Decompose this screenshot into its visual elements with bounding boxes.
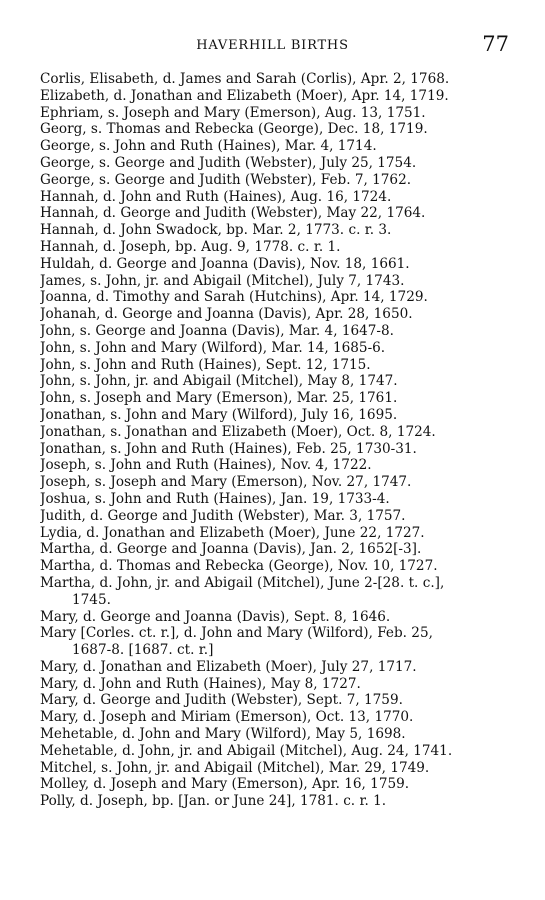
birth-record-entry [40, 424, 520, 441]
entry-text: Polly, d. Joseph, bp. [Jan. or June 24], 1781. c. r. 1. [40, 793, 387, 810]
page-number: 77 [482, 32, 509, 56]
birth-record-entry [40, 155, 520, 172]
birth-record-entry [40, 508, 520, 525]
birth-record-entry [40, 289, 520, 306]
birth-record-entry [40, 709, 520, 726]
birth-record-entry [40, 726, 520, 743]
entry-text: Johanah, d. George and Joanna (Davis), Apr. 28, 1650. [40, 306, 413, 323]
entry-text: Joseph, s. John and Ruth (Haines), Nov. 4, 1722. [40, 457, 372, 474]
entry-text: Mehetable, d. John, jr. and Abigail (Mitchel), Aug. 24, 1741. [40, 742, 453, 759]
birth-record-entry [40, 474, 520, 491]
entry-text: Huldah, d. George and Joanna (Davis), Nov. 18, 1661. [40, 255, 410, 272]
birth-record-entry [40, 88, 520, 105]
birth-record-entry [40, 625, 520, 659]
entry-text: George, s. George and Judith (Webster), July 25, 1754. [40, 154, 417, 171]
running-title: HAVERHILL BIRTHS [196, 38, 349, 53]
birth-record-entry [40, 323, 520, 340]
birth-record-entry [40, 776, 520, 793]
birth-record-entry [40, 692, 520, 709]
entry-text: Molley, d. Joseph and Mary (Emerson), Apr. 16, 1759. [40, 776, 410, 793]
entry-text: Mary, d. George and Judith (Webster), Sept. 7, 1759. [40, 692, 403, 709]
birth-record-entry [40, 491, 520, 508]
birth-record-entry [40, 357, 520, 374]
birth-record-entry [40, 558, 520, 575]
birth-record-entry [40, 105, 520, 122]
entry-text: John, s. Joseph and Mary (Emerson), Mar. 25, 1761. [40, 390, 398, 407]
birth-record-entry [40, 659, 520, 676]
birth-record-entry [40, 541, 520, 558]
birth-record-entry [40, 71, 520, 88]
entry-text: Jonathan, s. John and Ruth (Haines), Feb. 25, 1730-31. [40, 440, 417, 457]
entry-text: John, s. John, jr. and Abigail (Mitchel), May 8, 1747. [40, 373, 398, 390]
entry-text: Corlis, Elisabeth, d. James and Sarah (Corlis), Apr. 2, 1768. [40, 71, 450, 87]
entry-text: Martha, d. Thomas and Rebecka (George), Nov. 10, 1727. [40, 558, 438, 575]
birth-record-entry [40, 138, 520, 155]
entry-text: Joanna, d. Timothy and Sarah (Hutchins), Apr. 14, 1729. [40, 289, 428, 306]
birth-record-list [40, 71, 520, 810]
entry-text: Mary, d. Joseph and Miriam (Emerson), Oct. 13, 1770. [40, 709, 414, 726]
birth-record-entry [40, 373, 520, 390]
birth-record-entry [40, 239, 520, 256]
entry-text: Lydia, d. Jonathan and Elizabeth (Moer), June 22, 1727. [40, 524, 425, 541]
entry-text: Mary, d. John and Ruth (Haines), May 8, 1727. [40, 675, 361, 692]
birth-record-entry [40, 760, 520, 777]
entry-text: Martha, d. George and Joanna (Davis), Jan. 2, 1652[-3]. [40, 541, 422, 558]
birth-record-entry [40, 306, 520, 323]
birth-record-entry [40, 189, 520, 206]
birth-record-entry [40, 676, 520, 693]
birth-record-entry [40, 273, 520, 290]
birth-record-entry [40, 222, 520, 239]
entry-text: James, s. John, jr. and Abigail (Mitchel), July 7, 1743. [40, 272, 405, 289]
entry-text: Mitchel, s. John, jr. and Abigail (Mitchel), Mar. 29, 1749. [40, 759, 430, 776]
entry-text: Mehetable, d. John and Mary (Wilford), May 5, 1698. [40, 726, 406, 743]
entry-text: Judith, d. George and Judith (Webster), Mar. 3, 1757. [40, 507, 406, 524]
birth-record-entry [40, 407, 520, 424]
entry-text: Hannah, d. George and Judith (Webster), May 22, 1764. [40, 205, 426, 222]
entry-text: John, s. George and Joanna (Davis), Mar. 4, 1647-8. [40, 322, 394, 339]
entry-text: Georg, s. Thomas and Rebecka (George), Dec. 18, 1719. [40, 121, 428, 138]
entry-text: Jonathan, s. John and Mary (Wilford), July 16, 1695. [40, 406, 398, 423]
birth-record-entry [40, 457, 520, 474]
entry-text: Martha, d. John, jr. and Abigail (Mitchel), June 2-[28. t. c.], [40, 574, 445, 591]
birth-record-entry [40, 340, 520, 357]
entry-text: Mary [Corles. ct. r.], d. John and Mary (Wilford), Feb. 25, [40, 625, 433, 642]
entry-continuation-text: 1687-8. [1687. ct. r.] [72, 642, 214, 659]
birth-record-entry [40, 525, 520, 542]
birth-record-entry [40, 441, 520, 458]
entry-text: Hannah, d. John Swadock, bp. Mar. 2, 1773. c. r. 3. [40, 222, 392, 239]
entry-text: Mary, d. Jonathan and Elizabeth (Moer), July 27, 1717. [40, 658, 417, 675]
entry-text: Hannah, d. Joseph, bp. Aug. 9, 1778. c. r. 1. [40, 238, 341, 255]
entry-text: John, s. John and Mary (Wilford), Mar. 14, 1685-6. [40, 339, 386, 356]
entry-text: Hannah, d. John and Ruth (Haines), Aug. 16, 1724. [40, 188, 392, 205]
birth-record-entry [40, 575, 520, 609]
entry-text: Joshua, s. John and Ruth (Haines), Jan. 19, 1733-4. [40, 490, 390, 507]
entry-text: Jonathan, s. Jonathan and Elizabeth (Moer), Oct. 8, 1724. [40, 423, 436, 440]
entry-continuation-text: 1745. [72, 591, 111, 608]
entry-text: Elizabeth, d. Jonathan and Elizabeth (Moer), Apr. 14, 1719. [40, 87, 449, 104]
birth-record-entry [40, 609, 520, 626]
birth-record-entry [40, 121, 520, 138]
birth-record-entry [40, 793, 520, 810]
birth-record-entry [40, 743, 520, 760]
entry-text: John, s. John and Ruth (Haines), Sept. 12, 1715. [40, 356, 371, 373]
entry-text: George, s. John and Ruth (Haines), Mar. 4, 1714. [40, 138, 377, 155]
birth-record-entry [40, 205, 520, 222]
page-header [0, 34, 545, 58]
birth-record-entry [40, 256, 520, 273]
birth-record-entry [40, 390, 520, 407]
entry-text: Ephriam, s. Joseph and Mary (Emerson), Aug. 13, 1751. [40, 104, 426, 121]
birth-record-entry [40, 172, 520, 189]
entry-text: Mary, d. George and Joanna (Davis), Sept. 8, 1646. [40, 608, 391, 625]
entry-text: George, s. George and Judith (Webster), Feb. 7, 1762. [40, 171, 412, 188]
entry-text: Joseph, s. Joseph and Mary (Emerson), Nov. 27, 1747. [40, 474, 412, 491]
